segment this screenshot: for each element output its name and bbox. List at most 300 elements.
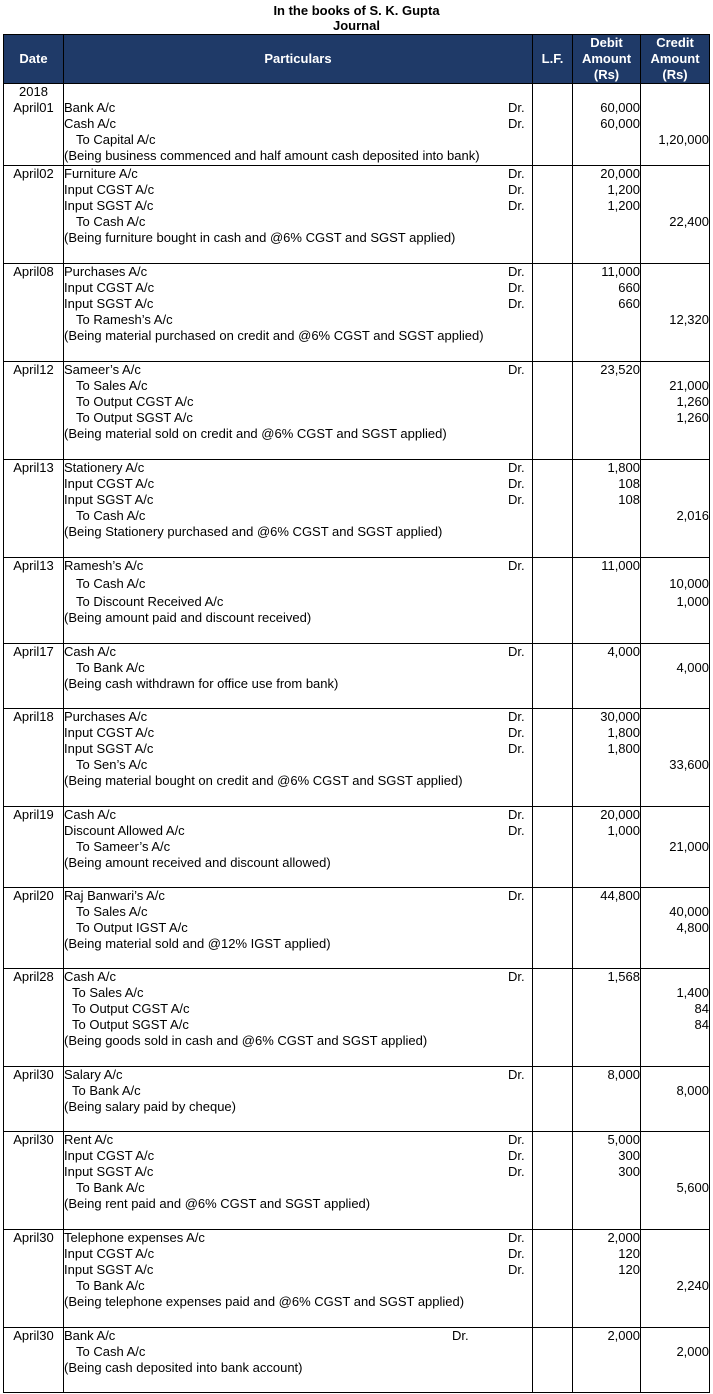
account-name: Input CGST A/c	[64, 182, 155, 197]
page-subtitle: Journal	[333, 18, 380, 33]
debit-amount: 1,800	[607, 725, 640, 740]
debit-amount: 2,000	[607, 1328, 640, 1343]
entry-particulars	[64, 644, 533, 709]
dr-marker: Dr.	[508, 1246, 525, 1261]
credit-amount	[641, 476, 709, 492]
debit-account-line	[64, 182, 532, 198]
entry-credit	[641, 362, 710, 460]
account-name: To Output SGST A/c	[72, 1017, 189, 1032]
credit-amount	[641, 198, 709, 214]
credit-account-line	[64, 904, 532, 920]
dr-marker	[508, 660, 532, 676]
account-name: To Discount Received A/c	[76, 594, 224, 609]
debit-amount	[573, 508, 640, 524]
credit-amount	[641, 362, 709, 378]
credit-amount: 84	[694, 1017, 709, 1032]
entry-narration: (Being goods sold in cash and @6% CGST and SGST applied)	[64, 1033, 428, 1048]
entry-date	[4, 1067, 64, 1132]
dr-marker	[508, 985, 532, 1001]
debit-amount	[573, 757, 640, 773]
entry-particulars	[64, 84, 533, 166]
credit-amount	[641, 1262, 709, 1278]
account-name: Telephone expenses A/c	[64, 1230, 205, 1245]
account-name: Furniture A/c	[64, 166, 138, 181]
entry-date	[4, 558, 64, 644]
entry-date-value: April12	[13, 362, 54, 377]
account-name: Stationery A/c	[64, 460, 145, 475]
account-name: To Ramesh’s A/c	[76, 312, 173, 327]
dr-marker	[508, 1180, 532, 1196]
account-name: To Output CGST A/c	[72, 1001, 190, 1016]
entry-particulars	[64, 460, 533, 558]
debit-amount: 44,800	[600, 888, 640, 903]
dr-marker: Dr.	[508, 362, 525, 377]
dr-marker: Dr.	[508, 280, 525, 295]
debit-amount	[573, 920, 640, 936]
entry-lf	[533, 1132, 573, 1230]
debit-amount: 1,800	[607, 741, 640, 756]
debit-account-line	[64, 1164, 532, 1180]
credit-amount: 2,000	[676, 1344, 709, 1359]
dr-marker	[508, 904, 532, 920]
account-name: To Sameer’s A/c	[76, 839, 171, 854]
entry-date	[4, 969, 64, 1067]
account-name: To Cash A/c	[76, 1344, 146, 1359]
debit-amount: 108	[618, 492, 640, 507]
account-name: Input CGST A/c	[64, 280, 155, 295]
debit-amount: 8,000	[607, 1067, 640, 1082]
credit-amount	[641, 264, 709, 280]
credit-amount	[641, 709, 709, 725]
debit-amount: 30,000	[600, 709, 640, 724]
dr-marker	[508, 1001, 532, 1017]
entry-particulars	[64, 888, 533, 969]
credit-amount	[641, 1246, 709, 1262]
credit-amount: 21,000	[669, 378, 709, 393]
account-name: To Output IGST A/c	[76, 920, 188, 935]
debit-account-line	[64, 888, 532, 904]
debit-amount: 60,000	[600, 100, 640, 115]
credit-amount	[641, 969, 709, 985]
dr-marker: Dr.	[508, 476, 525, 491]
credit-amount	[641, 296, 709, 312]
dr-marker	[508, 410, 532, 426]
entry-credit	[641, 1067, 710, 1132]
credit-account-line	[64, 508, 532, 524]
credit-account-line	[64, 410, 532, 426]
account-name: Cash A/c	[64, 969, 117, 984]
debit-account-line	[64, 166, 532, 182]
debit-amount: 1,200	[607, 182, 640, 197]
credit-amount	[641, 166, 709, 182]
account-name: Purchases A/c	[64, 709, 148, 724]
credit-amount: 2,016	[676, 508, 709, 523]
credit-amount	[641, 182, 709, 198]
entry-credit	[641, 807, 710, 888]
entry-date	[4, 709, 64, 807]
journal-entry-row	[4, 1067, 710, 1132]
debit-amount	[573, 1278, 640, 1294]
entry-lf	[533, 1230, 573, 1328]
debit-account-line	[64, 492, 532, 508]
dr-marker	[508, 757, 532, 773]
debit-account-line	[64, 725, 532, 741]
debit-amount	[573, 1083, 640, 1099]
entry-narration: (Being material sold on credit and @6% CGST and SGST applied)	[64, 426, 447, 441]
entry-debit	[573, 1230, 641, 1328]
account-name: To Capital A/c	[76, 132, 156, 147]
dr-marker: Dr.	[508, 807, 525, 822]
account-name: Cash A/c	[64, 116, 117, 131]
dr-marker	[508, 576, 532, 592]
account-name: To Bank A/c	[72, 1083, 141, 1098]
account-name: To Bank A/c	[76, 660, 145, 675]
entry-particulars	[64, 1132, 533, 1230]
credit-account-line	[64, 132, 532, 148]
credit-amount: 21,000	[669, 839, 709, 854]
entry-date	[4, 460, 64, 558]
account-name: Input SGST A/c	[64, 1262, 154, 1277]
debit-amount: 120	[618, 1262, 640, 1277]
credit-account-line	[64, 312, 532, 328]
entry-date-value: April17	[13, 644, 54, 659]
entry-debit	[573, 969, 641, 1067]
journal-entry-row	[4, 888, 710, 969]
debit-amount	[573, 378, 640, 394]
dr-marker	[508, 312, 532, 328]
entry-debit	[573, 84, 641, 166]
account-name: Bank A/c	[64, 1328, 116, 1343]
debit-amount: 1,000	[607, 823, 640, 838]
dr-marker: Dr.	[508, 709, 525, 724]
dr-marker	[508, 1017, 532, 1033]
entry-narration: (Being salary paid by cheque)	[64, 1099, 236, 1114]
entry-particulars	[64, 264, 533, 362]
credit-account-line	[64, 920, 532, 936]
entry-date-value: April30	[13, 1132, 54, 1147]
debit-amount	[573, 985, 640, 1001]
journal-entry-row	[4, 362, 710, 460]
credit-amount: 1,000	[676, 594, 709, 609]
account-name: To Sales A/c	[76, 378, 148, 393]
account-name: Input CGST A/c	[64, 1246, 155, 1261]
credit-account-line	[64, 985, 532, 1001]
debit-account-line	[64, 296, 532, 312]
entry-debit	[573, 362, 641, 460]
entry-debit	[573, 888, 641, 969]
dr-marker	[508, 214, 532, 230]
col-debit-header: Debit Amount (Rs)	[573, 35, 641, 84]
dr-marker: Dr.	[508, 182, 525, 197]
dr-marker	[508, 839, 532, 855]
dr-marker	[508, 594, 532, 610]
credit-amount: 40,000	[669, 904, 709, 919]
dr-marker	[508, 394, 532, 410]
entry-debit	[573, 460, 641, 558]
dr-marker: Dr.	[508, 644, 525, 659]
entry-credit	[641, 709, 710, 807]
debit-account-line	[64, 264, 532, 280]
account-name: Cash A/c	[64, 807, 117, 822]
entry-narration: (Being cash deposited into bank account)	[64, 1360, 303, 1375]
debit-account-line	[64, 1246, 532, 1262]
entry-date-value: April19	[13, 807, 54, 822]
journal-entry-row	[4, 1132, 710, 1230]
entry-debit	[573, 1328, 641, 1393]
dr-marker	[508, 132, 532, 148]
entry-credit	[641, 1328, 710, 1393]
debit-amount: 60,000	[600, 116, 640, 131]
entry-debit	[573, 644, 641, 709]
credit-account-line	[64, 1017, 532, 1033]
dr-marker	[508, 508, 532, 524]
debit-account-line	[64, 558, 532, 574]
dr-marker: Dr.	[508, 296, 525, 311]
credit-amount: 1,400	[676, 985, 709, 1000]
entry-lf	[533, 969, 573, 1067]
col-credit-header: Credit Amount (Rs)	[641, 35, 710, 84]
debit-account-line	[64, 1328, 532, 1344]
debit-amount: 660	[618, 296, 640, 311]
dr-marker: Dr.	[508, 1164, 525, 1179]
entry-credit	[641, 1230, 710, 1328]
credit-amount: 8,000	[676, 1083, 709, 1098]
debit-amount: 1,568	[607, 969, 640, 984]
credit-amount	[641, 1164, 709, 1180]
dr-marker	[508, 378, 532, 394]
credit-amount: 12,320	[669, 312, 709, 327]
journal-entry-row	[4, 166, 710, 264]
entry-lf	[533, 709, 573, 807]
entry-date-value: April30	[13, 1328, 54, 1343]
debit-amount	[573, 410, 640, 426]
credit-amount: 4,000	[676, 660, 709, 675]
entry-date	[4, 1230, 64, 1328]
entry-credit	[641, 166, 710, 264]
credit-amount: 1,20,000	[658, 132, 709, 147]
entry-lf	[533, 888, 573, 969]
entry-credit	[641, 644, 710, 709]
dr-marker: Dr.	[508, 725, 525, 740]
debit-amount	[573, 312, 640, 328]
account-name: Input CGST A/c	[64, 476, 155, 491]
entry-lf	[533, 362, 573, 460]
credit-account-line	[64, 1278, 532, 1294]
entry-narration: (Being amount received and discount allowed)	[64, 855, 331, 870]
debit-amount: 660	[618, 280, 640, 295]
account-name: Input SGST A/c	[64, 198, 154, 213]
entry-debit	[573, 1067, 641, 1132]
debit-amount	[573, 1180, 640, 1196]
debit-amount	[573, 394, 640, 410]
entry-narration: (Being cash withdrawn for office use from bank)	[64, 676, 339, 691]
credit-account-line	[64, 1180, 532, 1196]
col-date-header: Date	[4, 35, 64, 84]
account-name: Cash A/c	[64, 644, 117, 659]
credit-account-line	[64, 394, 532, 410]
account-name: To Sales A/c	[72, 985, 144, 1000]
journal-entry-row	[4, 264, 710, 362]
debit-amount: 300	[618, 1164, 640, 1179]
account-name: To Output SGST A/c	[76, 410, 193, 425]
account-name: Rent A/c	[64, 1132, 114, 1147]
entry-debit	[573, 709, 641, 807]
account-name: Bank A/c	[64, 100, 116, 115]
debit-account-line	[64, 362, 532, 378]
debit-account-line	[64, 1230, 532, 1246]
journal-entry-row	[4, 644, 710, 709]
entry-lf	[533, 264, 573, 362]
debit-amount: 20,000	[600, 807, 640, 822]
entry-credit	[641, 264, 710, 362]
account-name: Input SGST A/c	[64, 492, 154, 507]
entry-particulars	[64, 807, 533, 888]
dr-marker: Dr.	[508, 558, 525, 573]
account-name: Sameer’s A/c	[64, 362, 141, 377]
entry-date	[4, 1328, 64, 1393]
entry-lf	[533, 1328, 573, 1393]
account-name: Salary A/c	[64, 1067, 123, 1082]
account-name: To Output CGST A/c	[76, 394, 194, 409]
entry-date	[4, 166, 64, 264]
entry-date-value: April13	[13, 558, 54, 573]
dr-marker: Dr.	[508, 166, 525, 181]
dr-marker: Dr.	[508, 460, 525, 475]
col-lf-header: L.F.	[533, 35, 573, 84]
entry-lf	[533, 644, 573, 709]
journal-entry-row	[4, 1328, 710, 1393]
credit-account-line	[64, 576, 532, 592]
debit-account-line	[64, 741, 532, 757]
debit-account-line	[64, 709, 532, 725]
debit-account-line	[64, 644, 532, 660]
entry-date-value: April08	[13, 264, 54, 279]
entry-date	[4, 1132, 64, 1230]
entry-credit	[641, 84, 710, 166]
dr-marker: Dr.	[508, 1230, 525, 1245]
entry-narration: (Being material bought on credit and @6% CGST and SGST applied)	[64, 773, 463, 788]
entry-lf	[533, 807, 573, 888]
credit-amount: 33,600	[669, 757, 709, 772]
entry-narration: (Being material sold and @12% IGST applied)	[64, 936, 331, 951]
credit-amount	[641, 460, 709, 476]
debit-account-line	[64, 1132, 532, 1148]
dr-marker: Dr.	[508, 741, 525, 756]
credit-account-line	[64, 1083, 532, 1099]
debit-account-line	[64, 460, 532, 476]
credit-amount: 1,260	[676, 410, 709, 425]
entry-narration: (Being material purchased on credit and @6% CGST and SGST applied)	[64, 328, 484, 343]
journal-entry-row	[4, 460, 710, 558]
entry-debit	[573, 166, 641, 264]
dr-marker: Dr.	[508, 1132, 525, 1147]
account-name: Discount Allowed A/c	[64, 823, 185, 838]
account-name: Purchases A/c	[64, 264, 148, 279]
credit-amount: 84	[694, 1001, 709, 1016]
credit-amount	[641, 1148, 709, 1164]
entry-date-value: April13	[13, 460, 54, 475]
entry-date	[4, 807, 64, 888]
account-name: To Sen’s A/c	[76, 757, 148, 772]
credit-amount	[641, 1328, 709, 1344]
debit-account-line	[64, 1262, 532, 1278]
debit-amount	[573, 590, 640, 606]
entry-date	[4, 888, 64, 969]
credit-account-line	[64, 1344, 532, 1360]
entry-lf	[533, 84, 573, 166]
debit-amount: 20,000	[600, 166, 640, 181]
entry-particulars	[64, 709, 533, 807]
dr-marker: Dr.	[508, 823, 525, 838]
entry-credit	[641, 558, 710, 644]
journal-entry-row	[4, 84, 710, 166]
debit-amount	[573, 1344, 640, 1360]
entry-debit	[573, 1132, 641, 1230]
entry-debit	[573, 558, 641, 644]
entry-narration: (Being furniture bought in cash and @6% CGST and SGST applied)	[64, 230, 456, 245]
entry-particulars	[64, 1230, 533, 1328]
credit-amount	[641, 725, 709, 741]
entry-particulars	[64, 166, 533, 264]
debit-amount	[573, 574, 640, 590]
debit-amount: 4,000	[607, 644, 640, 659]
credit-account-line	[64, 757, 532, 773]
account-name: To Cash A/c	[76, 508, 146, 523]
credit-amount	[641, 807, 709, 823]
entry-date	[4, 84, 64, 166]
credit-account-line	[64, 1001, 532, 1017]
credit-amount	[641, 558, 709, 574]
entry-date	[4, 264, 64, 362]
credit-account-line	[64, 660, 532, 676]
debit-amount: 11,000	[601, 558, 640, 573]
entry-narration: (Being business commenced and half amount cash deposited into bank)	[64, 148, 480, 163]
account-name: To Cash A/c	[76, 576, 146, 591]
account-name: Input SGST A/c	[64, 1164, 154, 1179]
col-particulars-header: Particulars	[64, 35, 533, 84]
entry-date	[4, 362, 64, 460]
entry-credit	[641, 460, 710, 558]
entry-date	[4, 644, 64, 709]
credit-amount	[641, 1067, 709, 1083]
dr-marker: Dr.	[508, 492, 525, 507]
entry-debit	[573, 807, 641, 888]
entry-narration: (Being rent paid and @6% CGST and SGST applied)	[64, 1196, 371, 1211]
journal-entry-row	[4, 709, 710, 807]
entry-lf	[533, 460, 573, 558]
account-name: To Bank A/c	[76, 1278, 145, 1293]
debit-amount: 1,800	[607, 460, 640, 475]
journal-entry-row	[4, 969, 710, 1067]
credit-amount: 10,000	[669, 576, 709, 591]
credit-amount: 4,800	[676, 920, 709, 935]
credit-amount	[641, 644, 709, 660]
account-name: Input SGST A/c	[64, 741, 154, 756]
entry-narration: (Being telephone expenses paid and @6% CGST and SGST applied)	[64, 1294, 465, 1309]
dr-marker: Dr.	[508, 264, 525, 279]
account-name: Input CGST A/c	[64, 1148, 155, 1163]
account-name: Input CGST A/c	[64, 725, 155, 740]
debit-account-line	[64, 969, 532, 985]
entry-date-value: April30	[13, 1230, 54, 1245]
entry-particulars	[64, 969, 533, 1067]
credit-amount	[641, 492, 709, 508]
entry-date-value: April01	[13, 100, 54, 115]
debit-account-line	[64, 100, 532, 116]
dr-marker: Dr.	[508, 116, 525, 131]
entry-particulars	[64, 362, 533, 460]
credit-amount	[641, 823, 709, 839]
